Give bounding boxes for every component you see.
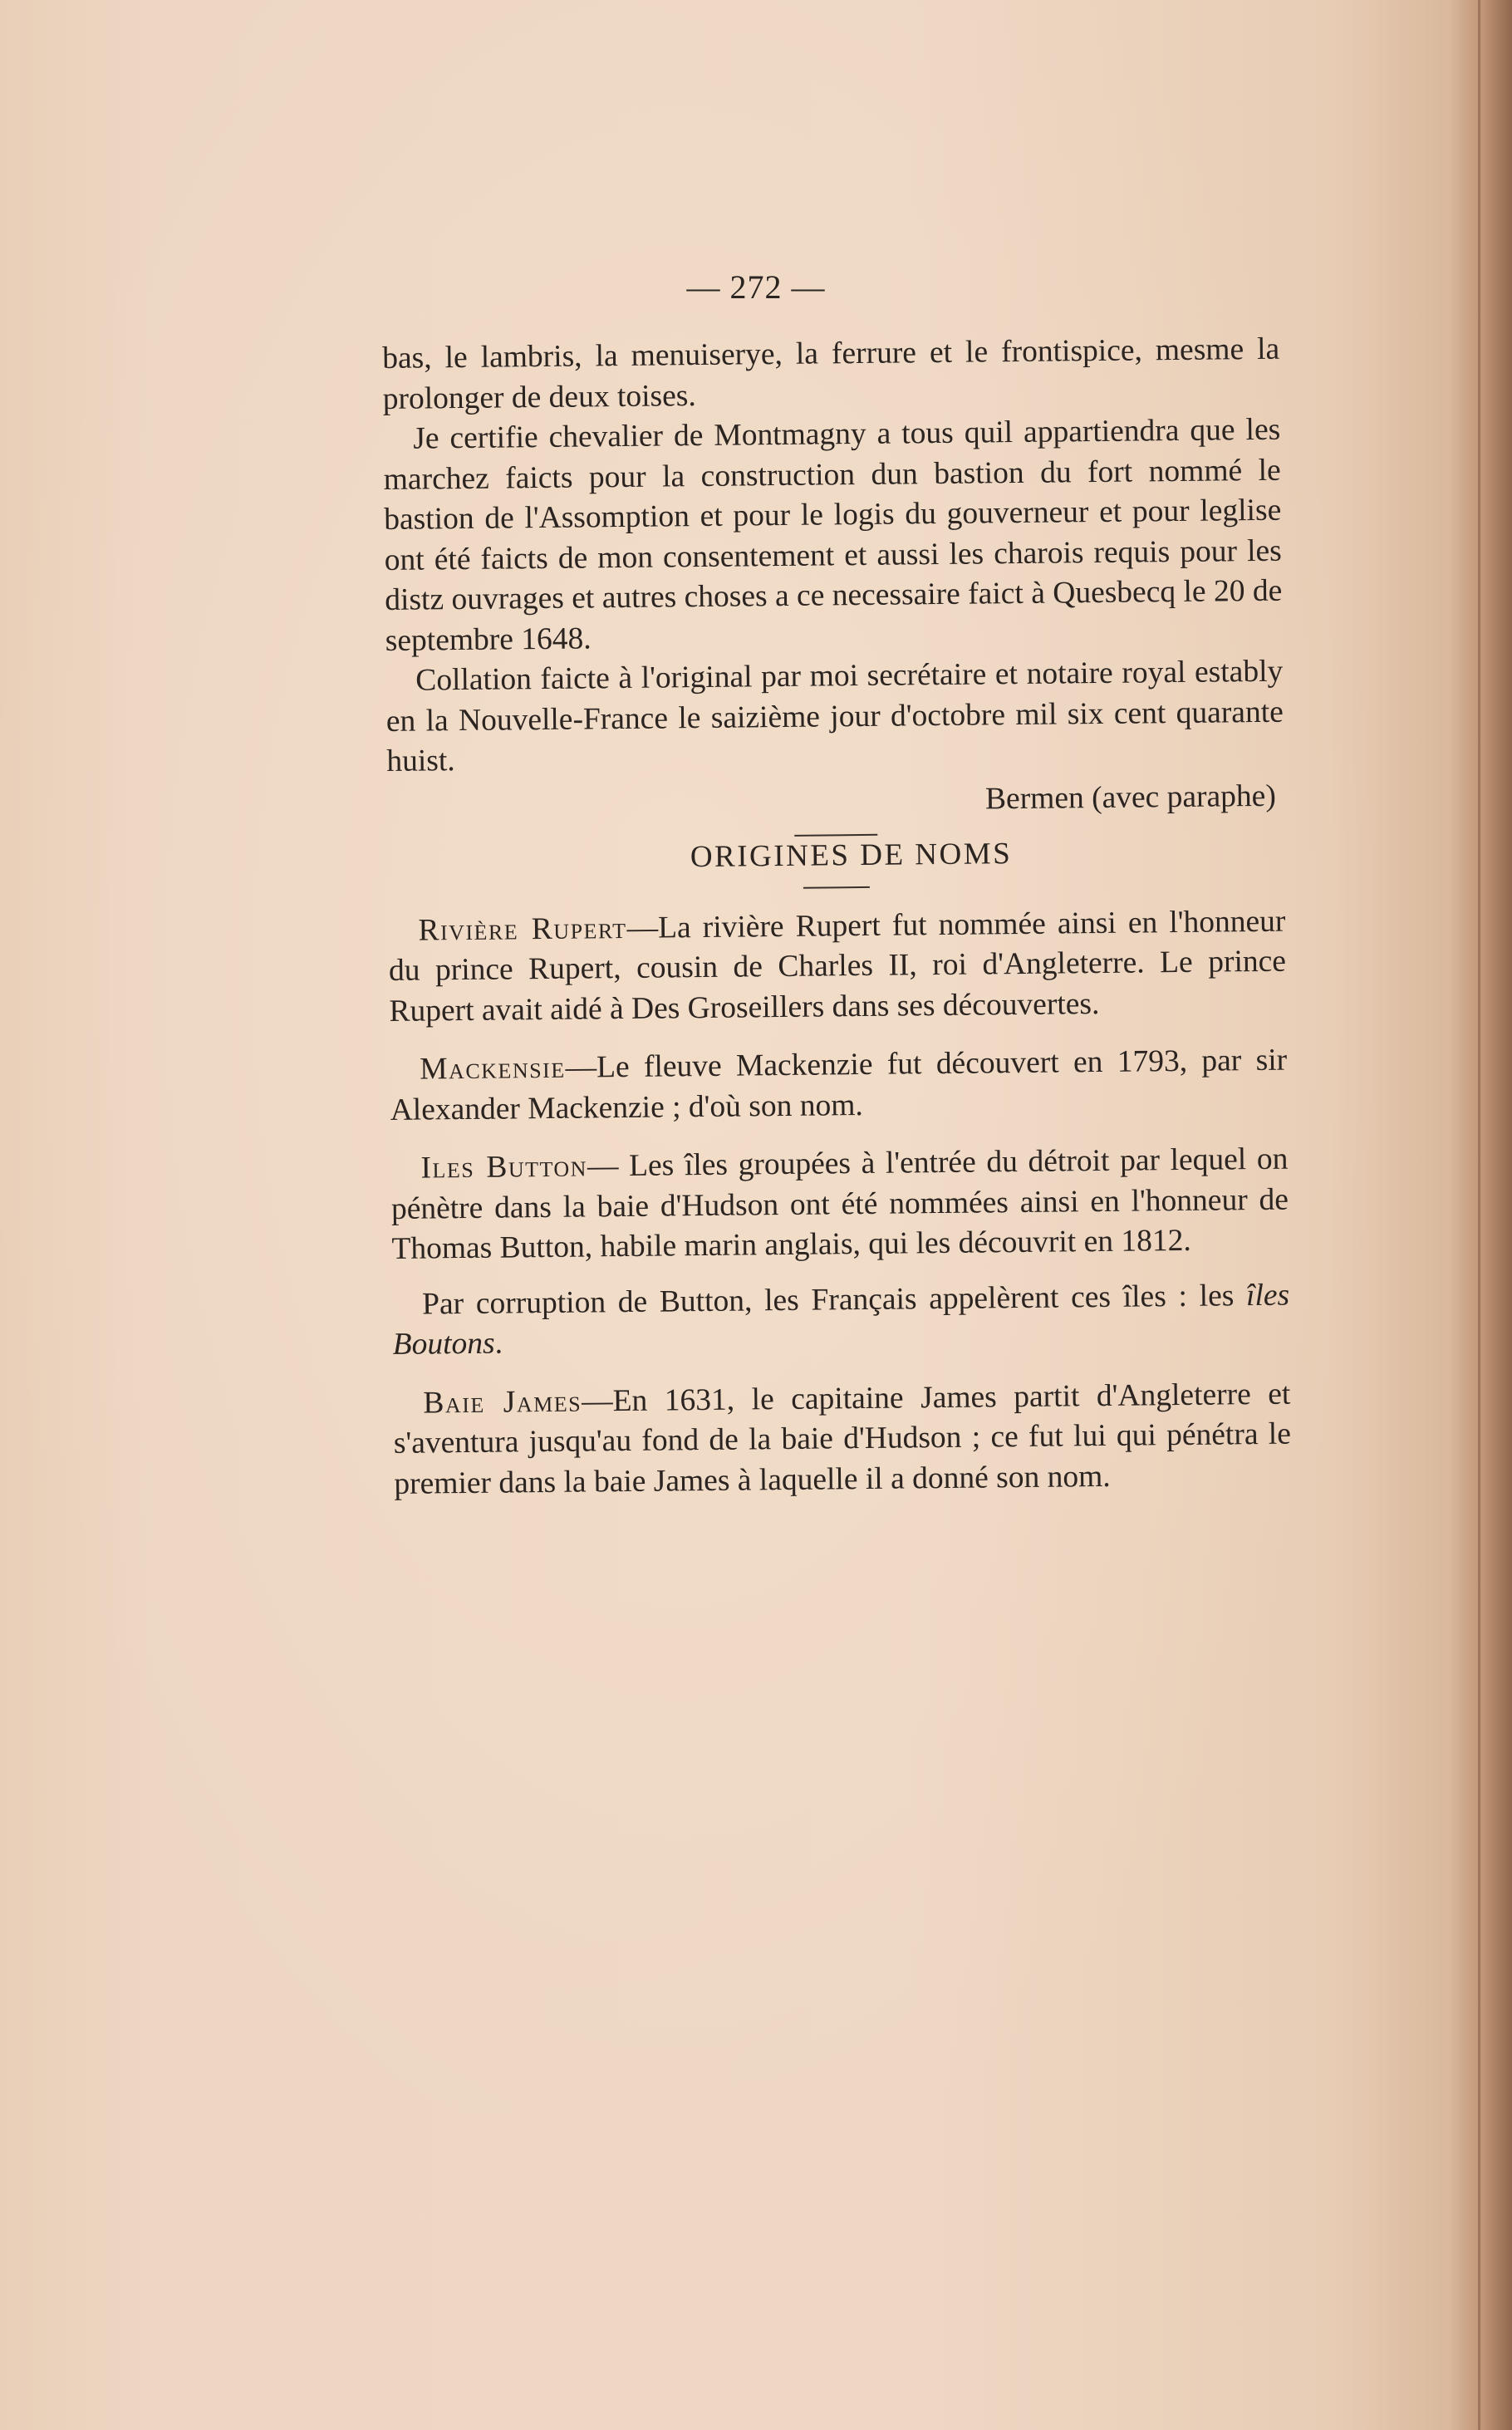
signature-line: Bermen (avec paraphe) — [984, 778, 1277, 816]
button-note-italic: îles Boutons — [392, 1278, 1290, 1362]
paragraph-continuation: bas, le lambris, la menuiserye, la ferrure et le frontispice, mesme la prolonger de deux toises. — [382, 331, 1280, 416]
button-note-before: Par corruption de Button, les Français appelèrent ces îles : les — [421, 1278, 1247, 1322]
entry-text-button: — Les îles groupées à l'entrée du détroit par lequel on pénètre dans la baie d'Hudson ont été nommées ainsi en l'honneur de Thomas Button, habile marin anglais, qui les découvrit en 1812. — [390, 1141, 1289, 1266]
entry-head-mackenzie: Mackensie — [419, 1050, 566, 1087]
page-body — [382, 330, 1292, 1505]
entry-text-rupert: —La rivière Rupert fut nommée ainsi en l'honneur du prince Rupert, cousin de Charles II, roi d'Angleterre. Le prince Rupert avait aidé à Des Groseillers dans ses découvertes. — [388, 904, 1287, 1028]
paragraph-collation: Collation faicte à l'original par moi secrétaire et notaire royal estably en la Nouvelle-France le saizième jour d'octobre mil six cent quarante huist. — [385, 654, 1284, 778]
section-title: ORIGINES DE NOMS — [690, 837, 1013, 875]
entry-mackenzie — [390, 1041, 1288, 1131]
entry-baie-james — [393, 1374, 1291, 1505]
entry-text-james: —En 1631, le capitaine James partit d'Angleterre et s'aventura jusqu'au fond de la baie d'Hudson ; ce fut lui qui pénétra le premier dans la baie James à laquelle il a donné son nom. — [393, 1377, 1292, 1501]
entry-head-button: Iles Button — [420, 1149, 588, 1186]
section-divider-bottom — [803, 886, 870, 888]
book-spine-shadow — [1450, 0, 1512, 2430]
entry-button-note — [392, 1275, 1290, 1365]
page-number: — 272 — — [686, 268, 826, 306]
entry-head-rupert: Rivière Rupert — [418, 911, 627, 948]
entry-iles-button — [390, 1140, 1289, 1270]
paragraph-certification: Je certifie chevalier de Montmagny a tous quil appartiendra que les marchez faicts pour la construction dun bastion du fort nommé le bastion de l'Assomption et pour le logis du gouverneur et pour leglise ont été faicts de mon consentement et aussi les charois requis pour les distz ouvrages et autres choses a ce necessaire faict à Quesbecq le 20 de septembre 1648. — [383, 412, 1283, 658]
entry-head-james: Baie James — [423, 1384, 582, 1421]
entry-riviere-rupert — [388, 901, 1286, 1032]
entry-text-mackenzie: —Le fleuve Mackenzie fut découvert en 1793, par sir Alexander Mackenzie ; d'où son nom. — [390, 1043, 1288, 1127]
button-note-after: . — [494, 1326, 503, 1361]
page-fold — [1478, 0, 1480, 2430]
